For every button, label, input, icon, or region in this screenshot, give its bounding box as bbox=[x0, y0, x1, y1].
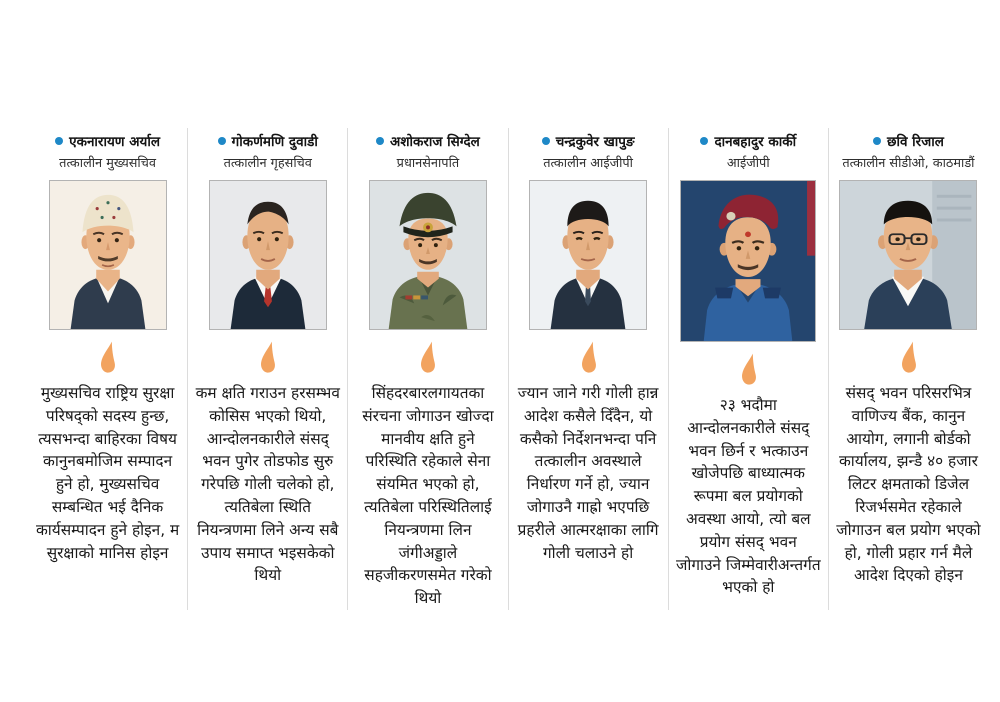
quotes-board bbox=[28, 128, 988, 610]
quote-text: संसद् भवन परिसरभित्र वाणिज्य बैंक, कानुन आयोग, लगानी बोर्डको कार्यालय, झन्डै ४० हजार लिटर क्षमताको डिजेल रिजर्भसमेत रहेकाले जोगाउन बल प्रयोग भएको हो, गोली प्रहार गर्न मैले आदेश दिएको होइन bbox=[836, 384, 981, 585]
person-name: गोकर्णमणि दुवाडी bbox=[231, 134, 318, 150]
person-title: तत्कालीन मुख्यसचिव bbox=[59, 156, 156, 171]
person-name-row bbox=[836, 132, 981, 150]
bullet-icon bbox=[542, 137, 550, 145]
quote-mark-icon bbox=[676, 353, 821, 390]
person-name-row bbox=[355, 132, 500, 150]
quote-column-chandrakuber-khapung bbox=[508, 128, 668, 610]
portrait-photo bbox=[49, 180, 167, 330]
quote-mark-icon bbox=[195, 341, 340, 378]
person-title: तत्कालीन आईजीपी bbox=[543, 156, 633, 171]
person-name: एकनारायण अर्याल bbox=[69, 134, 161, 150]
quote-column-ashokraj-sigdel bbox=[347, 128, 507, 610]
quote-column-gokarnamani-duwadi bbox=[187, 128, 347, 610]
person-name-row bbox=[516, 132, 661, 150]
quote-column-eknarayan-aryal bbox=[28, 128, 187, 610]
person-name: दानबहादुर कार्की bbox=[714, 134, 797, 150]
person-name: छवि रिजाल bbox=[887, 134, 944, 150]
quote-column-chhabi-rijal bbox=[828, 128, 988, 610]
quote-text: ज्यान जाने गरी गोली हान्न आदेश कसैले दिँदैन, यो कसैको निर्देशनभन्दा पनि तत्कालीन अवस्थाले निर्धारण गर्ने हो, ज्यान जोगाउनै गाह्रो भएपछि प्रहरीले आत्मरक्षाका लागि गोली चलाउने हो bbox=[517, 384, 659, 562]
bullet-icon bbox=[873, 137, 881, 145]
quote-text: मुख्यसचिव राष्ट्रिय सुरक्षा परिषद्को सदस्य हुन्छ, त्यसभन्दा बाहिरका विषय कानुनबमोजिम सम्पादन हुने हो, मुख्यसचिव सम्बन्धित भई दैनिक कार्यसम्पादन हुने होइन, म सुरक्षाको मानिस होइन bbox=[35, 384, 180, 562]
bullet-icon bbox=[700, 137, 708, 145]
person-title: तत्कालीन गृहसचिव bbox=[223, 156, 312, 171]
dhaka-topi-portrait-illustration bbox=[50, 181, 166, 329]
glasses-portrait-illustration bbox=[840, 181, 976, 329]
portrait-photo bbox=[839, 180, 977, 330]
quote-text: कम क्षति गराउन हरसम्भव कोसिस भएको थियो, आन्दोलनकारीले संसद् भवन पुगेर तोडफोड सुरु गरेपछि गोली चलेको हो, त्यतिबेला स्थिति नियन्त्रणमा लिने अन्य सबै उपाय समाप्त भइसकेको थियो bbox=[195, 384, 340, 585]
dark-suit-portrait-illustration bbox=[530, 181, 646, 329]
bullet-icon bbox=[218, 137, 226, 145]
quote-mark-icon bbox=[355, 341, 500, 378]
portrait-photo bbox=[680, 180, 816, 342]
army-general-portrait-illustration bbox=[370, 181, 486, 329]
person-name: चन्द्रकुवेर खापुङ bbox=[555, 134, 635, 150]
bullet-icon bbox=[55, 137, 63, 145]
person-title: प्रधानसेनापति bbox=[396, 156, 460, 171]
portrait-photo bbox=[529, 180, 647, 330]
quote-mark-icon bbox=[836, 341, 981, 378]
person-name-row bbox=[195, 132, 340, 150]
quote-mark-icon bbox=[35, 341, 180, 378]
portrait-photo bbox=[369, 180, 487, 330]
bullet-icon bbox=[376, 137, 384, 145]
police-beret-portrait-illustration bbox=[681, 181, 815, 341]
quote-text: सिंहदरबारलगायतका संरचना जोगाउन खोज्दा मानवीय क्षति हुने परिस्थिति रहेकाले सेना संयमित भएको हो, त्यतिबेला परिस्थितिलाई नियन्त्रणमा लिन जंगीअड्डाले सहजीकरणसमेत गरेको थियो bbox=[362, 384, 494, 608]
person-title: आईजीपी bbox=[726, 156, 770, 171]
red-tie-portrait-illustration bbox=[210, 181, 326, 329]
person-name: अशोकराज सिग्देल bbox=[390, 134, 480, 150]
quote-column-danbahadur-karki bbox=[668, 128, 828, 610]
quote-mark-icon bbox=[516, 341, 661, 378]
quote-text: २३ भदौमा आन्दोलनकारीले संसद् भवन छिर्न र भत्काउन खोजेपछि बाध्यात्मक रूपमा बल प्रयोगको अवस्था आयो, त्यो बल प्रयोग संसद् भवन जोगाउने जिम्मेवारीअन्तर्गत भएको हो bbox=[675, 396, 821, 597]
person-title: तत्कालीन सीडीओ, काठमाडौं bbox=[842, 156, 975, 171]
person-name-row bbox=[35, 132, 180, 150]
portrait-photo bbox=[209, 180, 327, 330]
person-name-row bbox=[676, 132, 821, 150]
